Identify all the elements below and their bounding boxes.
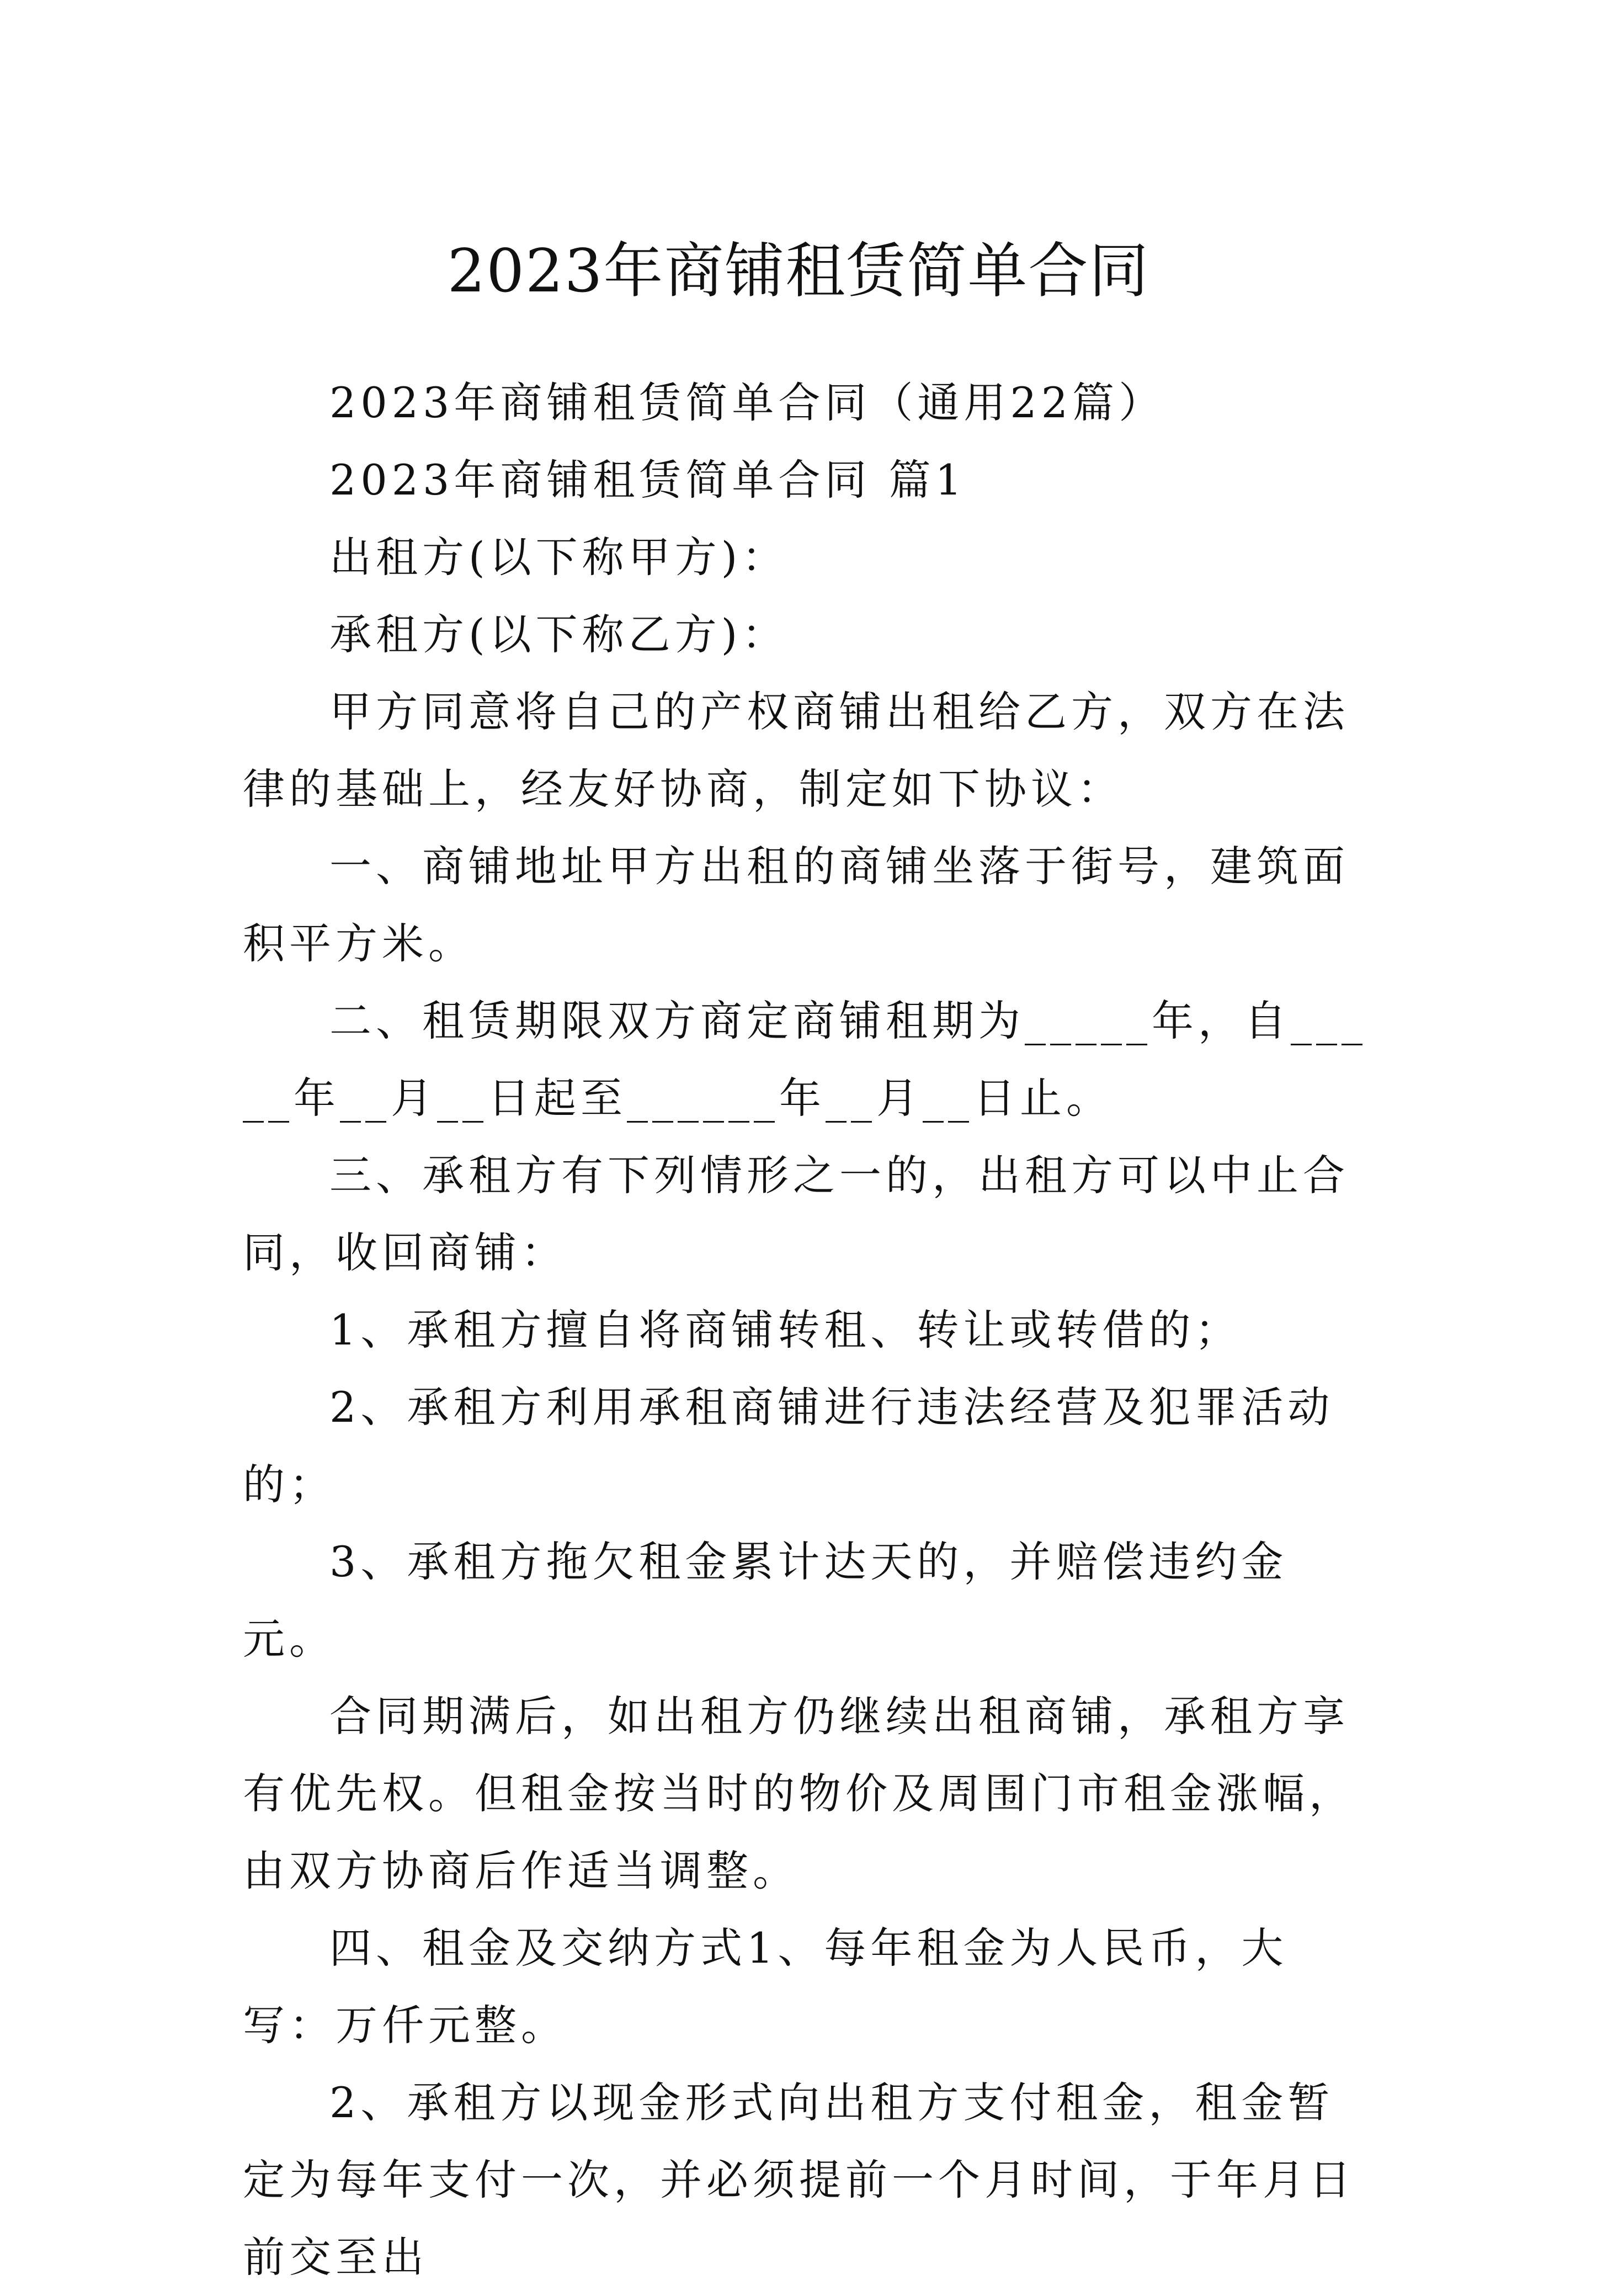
paragraph-item-1: 1、承租方擅自将商铺转租、转让或转借的；	[329, 1305, 1242, 1354]
paragraph-payment: 2、承租方以现金形式向出租方支付租金，租金暂定为每年支付一次，并必须提前一个月时间，于年月日前交至出	[243, 2078, 1355, 2282]
paragraph-clause-3-termination: 三、承租方有下列情形之一的，出租方可以中止合同，收回商铺：	[243, 1151, 1349, 1277]
paragraph-subtitle: 2023年商铺租赁简单合同（通用22篇）	[329, 378, 1165, 427]
document-body	[243, 364, 1369, 2296]
paragraph-item-2: 2、承租方利用承租商铺进行违法经营及犯罪活动的；	[243, 1383, 1334, 1509]
document-title: 2023年商铺租赁简单合同	[447, 237, 1150, 306]
paragraph-clause-4-rent: 四、租金及交纳方式1、每年租金为人民币，大写：万仟元整。	[243, 1923, 1288, 2050]
paragraph-agreement-intro: 甲方同意将自己的产权商铺出租给乙方，双方在法律的基础上，经友好协商，制定如下协议：	[243, 687, 1349, 814]
paragraph-lessor: 出租方(以下称甲方)：	[329, 533, 789, 582]
paragraph-section-heading: 2023年商铺租赁简单合同 篇1	[329, 455, 966, 504]
paragraph-clause-2-term: 二、租赁期限双方商定商铺租期为_____年，自_____年__月__日起至______年__月__日止。	[243, 996, 1367, 1123]
paragraph-clause-1-address: 一、商铺地址甲方出租的商铺坐落于街号，建筑面积平方米。	[243, 842, 1349, 968]
paragraph-item-3: 3、承租方拖欠租金累计达天的，并赔偿违约金元。	[243, 1537, 1288, 1663]
paragraph-lessee: 承租方(以下称乙方)：	[329, 610, 789, 659]
paragraph-renewal: 合同期满后，如出租方仍继续出租商铺，承租方享有优先权。但租金按当时的物价及周围门市租金涨幅，由双方协商后作适当调整。	[243, 1692, 1355, 1895]
